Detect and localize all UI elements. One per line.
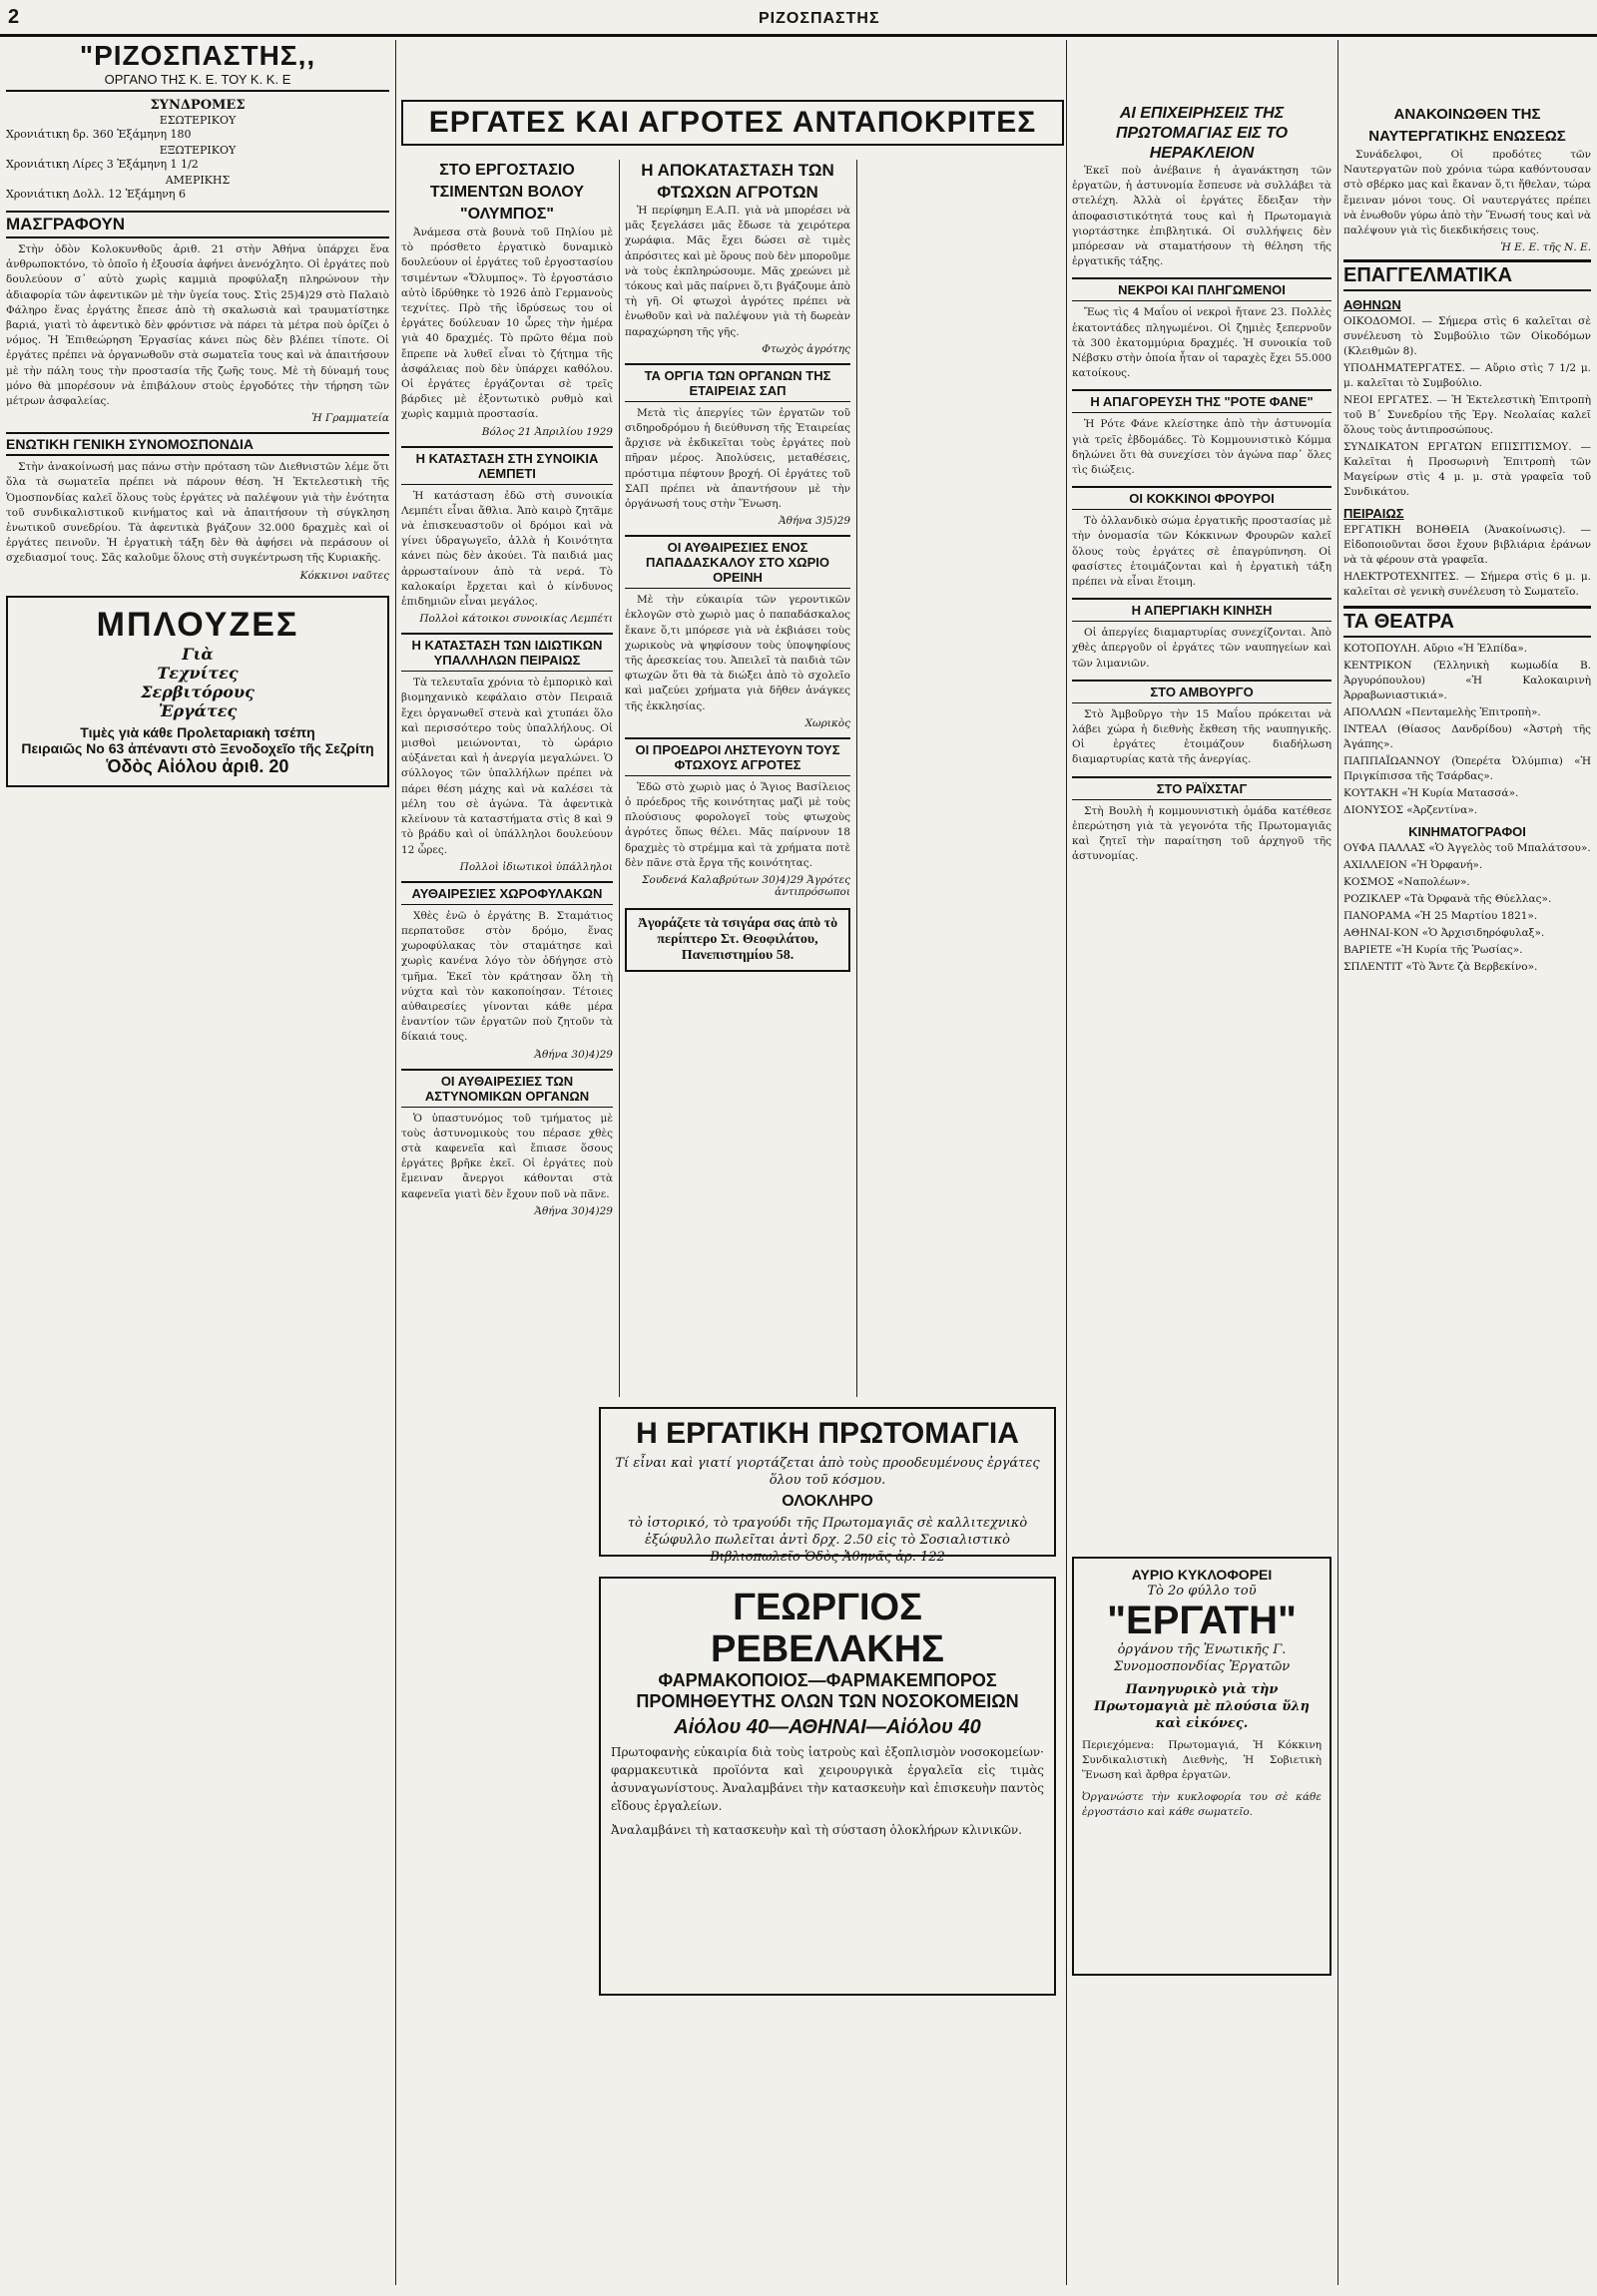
notice-entry: ΣΥΝΔΙΚΑΤΟΝ ΕΡΓΑΤΩΝ ΕΠΙΣΙΤΙΣΜΟΥ. — Καλεῖται ἡ Προσωρινὴ Ἐπιτροπὴ τῶν Μαγείρων στὶς 4 μ. μ. στὰ γραφεῖα τοῦ Συνδικάτου. (1343, 441, 1591, 499)
america-rate: Χρονιάτικη Δολλ. 12 Ἑξάμηνη 6 (6, 188, 186, 201)
signature: Ἀθήνα 3)5)29 (779, 515, 850, 528)
ad-ergatis-line: ὀργάνου τῆς Ἑνωτικῆς Γ. Συνομοσπονδίας Ἐργατῶν (1113, 1642, 1291, 1674)
headline-apergia: Η ΑΠΕΡΓΙΑΚΗ ΚΙΝΗΣΗ (1072, 598, 1331, 622)
column-rule (1337, 40, 1338, 2285)
headline-nekroi: ΝΕΚΡΟΙ ΚΑΙ ΠΛΗΓΩΜΕΝΟΙ (1072, 277, 1331, 301)
subsection-athinon: ΑΘΗΝΩΝ (1343, 297, 1401, 313)
ad-blouses-address: Ὁδὸς Αἰόλου ἀριθ. 20 (106, 755, 289, 776)
ad-revelakis-line: ΠΡΟΜΗΘΕΥΤΗΣ ΟΛΩΝ ΤΩΝ ΝΟΣΟΚΟΜΕΙΩΝ (636, 1691, 1019, 1711)
ad-blouses-line: Πειραιῶς Νο 63 ἀπέναντι στὸ Ξενοδοχεῖο τῆς Σεζρίτη (21, 739, 374, 756)
ad-ergatis-line: Τὸ 2ο φύλλο τοῦ (1147, 1584, 1257, 1599)
subscriptions-title: ΣΥΝΔΡΟΜΕΣ (150, 98, 246, 113)
masthead-title: "ΡΙΖΟΣΠΑΣΤΗΣ,, (79, 40, 316, 71)
headline-masgrafoun: ΜΑΣΓΡΑΦΟΥΝ (6, 211, 389, 238)
headline-kokkinoi: ΟΙ ΚΟΚΚΙΝΟΙ ΦΡΟΥΡΟΙ (1072, 486, 1331, 510)
headline-nautergatiki: ΑΝΑΚΟΙΝΩΘΕΝ ΤΗΣ ΝΑΥΤΕΡΓΑΤΙΚΗΣ ΕΝΩΣΕΩΣ (1368, 106, 1566, 145)
cinema-entry: ΑΘΗΝΑΙ-ΚΟΝ «Ὁ Ἀρχισιδηρόφυλαξ». (1343, 927, 1545, 940)
headline-proedroi: ΟΙ ΠΡΟΕΔΡΟΙ ΛΗΣΤΕΥΟΥΝ ΤΟΥΣ ΦΤΩΧΟΥΣ ΑΓΡΟΤΕΣ (625, 737, 850, 776)
subsection-peiraios: ΠΕΙΡΑΙΩΣ (1343, 506, 1404, 522)
theatre-entry: ΚΟΥΤΑΚΗ «Ἡ Κυρία Ματασσά». (1343, 787, 1519, 800)
exterior-rate: Χρονιάτικη Λίρες 3 Ἑξάμηνη 1 1/2 (6, 158, 199, 171)
signature: Κόκκινοι ναῦτες (299, 569, 389, 582)
article-kokkinoi: Τὸ ὀλλανδικὸ σώμα ἐργατικῆς προστασίας μὲ τὴν ὀνομασία τῶν Κόκκινων Φρουρῶν καλεῖ ὅλους τοὺς ἐργάτες σὲ ἐπαγρύπνηση. Οἱ φασίστες ἑτοιμάζονται καὶ ἡ ἐργατικὴ τάξη πρέπει νὰ εἶναι ἕτοιμη. (1072, 515, 1331, 589)
cinema-entry: ΚΟΣΜΟΣ «Ναπολέων». (1343, 876, 1470, 889)
article-astynomia: Ὁ ὑπαστυνόμος τοῦ τμήματος μὲ τοὺς ἀστυνομικοὺς του πέρασε χθὲς στὰ καφενεῖα καὶ ἔπιασε ὅσους ἐργάτες βρῆκε ἐκεῖ. Οἱ ἐργάτες ποὺ ἔμειναν ἄνεργοι κάθονται στὰ καφενεῖα γιατὶ δὲν ἔχουν ποῦ νὰ πᾶνε. (401, 1112, 613, 1200)
signature: Ἡ Γραμματεία (311, 412, 389, 425)
article-olympos: Ἀνάμεσα στὰ βουνὰ τοῦ Πηλίου μὲ τὸ πρόσθετο ἐργατικὸ δυναμικὸ δουλεύουν οἱ ἐργάτες τοῦ ἐργοστασίου τσιμέντων «Ὄλυμπος». Τὸ ἐργοστάσιο αὐτὸ ἱδρύθηκε τὸ 1926 ἀπὸ Γερμανοὺς τεχνίτες. Πρὸ τῆς ἱδρύσεως του οἱ ἐργάτες δούλευαν 10 ὧρες τὴν ἡμέρα γιὰ 40 δραχμές. Τὸ πρῶτο θέμα ποὺ ἔπρεπε νὰ λυθεῖ εἶναι τὸ ζήτημα τῆς ἀσφάλειας ποὺ δὲν ὑπάρχει καθόλου. Οἱ ἐργάτες ἐργάζονται σὲ τρεῖς βάρδιες μὲ ἐξοντωτικὸ ρυθμὸ καὶ χωρὶς καμμιὰ προστασία. (401, 227, 613, 421)
article-nekroi: Ἔως τὶς 4 Μαΐου οἱ νεκροὶ ἤτανε 23. Πολλὲς ἑκατοντάδες πληγωμένοι. Οἱ ζημιὲς ξεπερνοῦν τὰ 300 ἑκατομμύρια δραχμές. Ἡ συνοικία τοῦ Νέβσκυ στὴν ὁποία ἦταν οἱ ταραχὲς ἔχει 55.000 κατοίκους. (1072, 306, 1331, 380)
ad-revelakis-line: ΦΑΡΜΑΚΟΠΟΙΟΣ—ΦΑΡΜΑΚΕΜΠΟΡΟΣ (658, 1670, 997, 1690)
notice-entry: ΟΙΚΟΔΟΜΟΙ. — Σήμερα στὶς 6 καλεῖται σὲ συνέλευση τὸ Συμβούλιο τῶν Οἰκοδόμων (Κλειθμῶν 8). (1343, 315, 1591, 358)
headline-lempeti: Η ΚΑΤΑΣΤΑΣΗ ΣΤΗ ΣΥΝΟΙΚΙΑ ΛΕΜΠΕΤΙ (401, 446, 613, 485)
headline-herakleion: ΑΙ ΕΠΙΧΕΙΡΗΣΕΙΣ ΤΗΣ ΠΡΩΤΟΜΑΓΙΑΣ ΕΙΣ ΤΟ ΗΕΡΑΚΛΕΙΟΝ (1115, 105, 1289, 162)
ad-ergatis-title: "ΕΡΓΑΤΗ" (1107, 1599, 1297, 1642)
headline-amvourgo: ΣΤΟ ΑΜΒΟΥΡΓΟ (1072, 680, 1331, 703)
column-1 (6, 40, 389, 2285)
ad-protomagia-line: Τί εἶναι καὶ γιατί γιορτάζεται ἀπὸ τοὺς προοδευμένους ἐργάτες ὅλου τοῦ κόσμου. (615, 1456, 1040, 1488)
ad-ergatis-body: Ὀργανώστε τὴν κυκλοφορία του σὲ κάθε ἐργοστάσιο καὶ κάθε σωματεῖο. (1082, 1790, 1322, 1818)
subsection-cinemas: ΚΙΝΗΜΑΤΟΓΡΑΦΟΙ (1408, 824, 1526, 840)
column-3 (625, 160, 850, 1397)
article-reichstag: Στὴ Βουλὴ ἡ κομμουνιστικὴ ὁμάδα κατέθεσε ἐπερώτηση γιὰ τὰ γεγονότα τῆς Πρωτομαγιᾶς καὶ ζητεῖ τὴν παραίτηση τοῦ ἀρχηγοῦ τῆς ἀστυνομίας. (1072, 804, 1331, 863)
signature: Πολλοὶ ἰδιωτικοὶ ὑπάλληλοι (459, 860, 613, 873)
ad-ergatis-body: Περιεχόμενα: Πρωτομαγιά, Ἡ Κόκκινη Συνδικαλιστικὴ Διεθνὴς, Ἡ Σοβιετικὴ Ἕνωση καὶ ἄρθρα ἐργατῶν. (1082, 1739, 1322, 1782)
column-rule (619, 160, 620, 1397)
theatre-entry: ΚΕΝΤΡΙΚΟΝ (Ἑλληνικὴ κωμωδία Β. Ἀργυρόπουλου) «Ἡ Καλοκαιρινὴ Ἀρραβωνιαστικιά». (1343, 660, 1591, 702)
ad-revelakis-title: ΓΕΩΡΓΙΟΣ ΡΕΒΕΛΑΚΗΣ (711, 1587, 944, 1670)
ad-revelakis-body: Πρωτοφανὴς εὐκαιρία διὰ τοὺς ἰατροὺς καὶ ἐξοπλισμὸν νοσοκομείων· φαρμακευτικὰ προϊόντα καὶ χειρουργικὰ ἐργαλεῖα εἰς τιμὰς ἀσυναγωνίστους. Ἀναλαμβάνει τὴν κατασκευὴν καὶ ἐπισκευὴν παντὸς εἴδους ἐργαλείων. (611, 1745, 1044, 1813)
article-papadaskalos: Μὲ τὴν εὐκαιρία τῶν γεροντικῶν ἐκλογῶν στὸ χωριὸ μας ὁ παπαδάσκαλος ἔκανε ὅ,τι μπόρεσε γιὰ νὰ ἐκβιάσει τοὺς χωρικοὺς νὰ ψηφίσουν τοὺς ὑποψηφίους τῆς ἀρεσκείας του. Ἀπειλεῖ τὰ παιδιὰ τῶν φτωχῶν ὅτι θὰ τὰ διώξει ἀπὸ τὸ σχολεῖο καὶ μαζεύει χρήματα γιὰ δῆθεν ἀνάγκες τῆς ἐκκλησίας. (625, 594, 850, 712)
signature: Πολλοὶ κάτοικοι συνοικίας Λεμπέτι (419, 613, 613, 626)
article-nautergatiki: Συνάδελφοι, Οἱ προδότες τῶν Ναυτεργατῶν ποὺ χρόνια τώρα καθόντουσαν στὸ σβέρκο μας καὶ ἔκαναν ὅ,τι ἤθελαν, τώρα ἔμειναν μόνοι τους. Οἱ ναυτεργάτες πρέπει νὰ ἐνωθοῦν γύρω ἀπὸ τὴν Ἕνωσή τους καὶ νὰ παλέψουν γιὰ τὶς διεκδικήσεις τους. (1343, 149, 1591, 237)
interior-label: ΕΣΩΤΕΡΙΚΟΥ (159, 114, 237, 127)
ad-ergatis-line: ΑΥΡΙΟ ΚΥΚΛΟΦΟΡΕΙ (1131, 1567, 1273, 1583)
interior-rate: Χρονιάτικη δρ. 360 Ἑξάμηνη 180 (6, 128, 192, 141)
signature: Ἀθήνα 30)4)29 (534, 1048, 613, 1061)
theatre-entry: ΔΙΟΝΥΣΟΣ «Ἀρζεντίνα». (1343, 804, 1478, 817)
running-head (0, 6, 1597, 37)
section-epaggelmatika: ΕΠΑΓΓΕΛΜΑΤΙΚΑ (1343, 259, 1591, 291)
column-2 (401, 160, 613, 1397)
ad-protomagia-line: ΟΛΟΚΛΗΡΟ (782, 1493, 873, 1510)
article-herakleion: Ἐκεῖ ποὺ ἀνέβαινε ἡ ἀγανάκτηση τῶν ἐργατῶν, ἡ ἀστυνομία ἔσπευσε νὰ συλλάβει τὰ στελέχη. Ἀλλὰ οἱ ἐργάτες ἔδειξαν τὴν ἀποφασιστικότητά τους καὶ ἡ Πρωτομαγιὰ γιορτάστηκε ἐπιβλητικά. Οἱ συλλήψεις δὲν μπόρεσαν νὰ σταματήσουν τὴ θέληση τῆς ἐργατικῆς τάξης. (1072, 165, 1331, 268)
signature: Ἡ Ε. Ε. τῆς Ν. Ε. (1500, 241, 1591, 254)
ad-revelakis (599, 1577, 1056, 1996)
article-chorofylakes: Χθὲς ἐνῶ ὁ ἐργάτης Β. Σταμάτιος περπατοῦσε στὸν δρόμο, ἕνας χωροφύλακας τὸν σταμάτησε καὶ χωρὶς κανένα λόγο τὸν ὁδήγησε στὸ τμῆμα. Ἐκεῖ τὸν κράτησαν ὅλη τὴ νύχτα καὶ τὸν κακοποίησαν. Τέτοιες αὐθαιρεσίες γίνονται κάθε μέρα ἐναντίον τῶν ἐργατῶν ποὺ ζητοῦν τὰ δίκαιά τους. (401, 909, 613, 1044)
ad-protomagia (599, 1407, 1056, 1565)
cinema-entry: ΟΥΦΑ ΠΑΛΛΑΣ «Ὁ Ἀγγελὸς τοῦ Μπαλάτσου». (1343, 842, 1591, 855)
ad-cigarettes: Ἀγοράζετε τὰ τσιγάρα σας ἀπὸ τὸ περίπτερο Στ. Θεοφιλάτου, Πανεπιστημίου 58. (625, 908, 850, 972)
ad-blouses-line: Γιὰ (182, 644, 214, 664)
signature: Σουδενά Καλαβρύτων 30)4)29 Ἀγρότες ἀντιπρόσωποι (642, 874, 850, 899)
article-lempeti: Ἡ κατάσταση ἐδῶ στὴ συνοικία Λεμπέτι εἶναι ἄθλια. Ἀπὸ καιρὸ ζητᾶμε νὰ ἐπισκευαστοῦν οἱ δρόμοι καὶ νὰ γίνει ὑδραγωγεῖο, ἀλλὰ ἡ Κοινότητα κάνει πὼς δὲν ἀκούει. Τὰ παιδιά μας ἀρρωσταίνουν ἀπὸ τὰ νερά. Τὸ καλοκαίρι ἔρχεται καὶ ὁ κίνδυνος ἐπιδημιῶν εἶναι μεγάλος. (401, 489, 613, 609)
headline-olympos: ΣΤΟ ΕΡΓΟΣΤΑΣΙΟ ΤΣΙΜΕΝΤΩΝ ΒΟΛΟΥ "ΟΛΥΜΠΟΣ" (429, 162, 585, 223)
headline-chorofylakes: ΑΥΘΑΙΡΕΣΙΕΣ ΧΩΡΟΦΥΛΑΚΩΝ (401, 881, 613, 905)
column-rule (1066, 40, 1067, 2285)
ad-ergatis (1072, 1557, 1331, 1976)
signature: Χωρικὸς (804, 716, 850, 729)
article-apergia: Οἱ ἀπεργίες διαμαρτυρίας συνεχίζονται. Ἀπὸ χθὲς ἀπεργοῦν οἱ ἐργάτες τῶν ναυπηγείων καὶ τῶν λιμανιῶν. (1072, 627, 1331, 670)
headline-sap: ΤΑ ΟΡΓΙΑ ΤΩΝ ΟΡΓΑΝΩΝ ΤΗΣ ΕΤΑΙΡΕΙΑΣ ΣΑΠ (625, 363, 850, 402)
cinema-entry: ΣΠΛΕΝΤΙΤ «Τὸ Ἄντε ζὰ Βερβεκίνο». (1343, 961, 1538, 974)
ad-blouses-line: Σερβιτόρους (141, 682, 255, 701)
article-rote-fane: Ἡ Ρότε Φάνε κλείστηκε ἀπὸ τὴν ἀστυνομία γιὰ τρεῖς ἑβδομάδες. Τὸ Κομμουνιστικὸ Κόμμα δηλώνει ὅτι θὰ συνεχίσει τὸν ἀγώνα παρ᾿ ὅλες τὶς διώξεις. (1072, 418, 1331, 477)
column-rule (856, 160, 857, 1397)
cinema-entry: ΡΟΖΙΚΛΕΡ «Τὰ Ὀρφανὰ τῆς Θύελλας». (1343, 893, 1552, 906)
theatre-entry: ΚΟΤΟΠΟΥΛΗ. Αὔριο «Ἡ Ἐλπίδα». (1343, 643, 1528, 656)
masthead-subtitle: ΟΡΓΑΝΟ ΤΗΣ Κ. Ε. ΤΟΥ Κ. Κ. Ε (6, 72, 389, 92)
theatre-entry: ΙΝΤΕΑΛ (Θίασος Δανδρίδου) «Ἀστρὴ τῆς Ἀγάπης». (1343, 723, 1591, 751)
theatre-entry: ΑΠΟΛΛΩΝ «Πενταμελὴς Ἐπιτροπὴ». (1343, 706, 1541, 719)
column-rule (395, 40, 396, 2285)
exterior-label: ΕΞΩΤΕΡΙΚΟΥ (159, 144, 237, 157)
cinema-entry: ΠΑΝΟΡΑΜΑ «Ἡ 25 Μαρτίου 1821». (1343, 910, 1538, 923)
america-label: ΑΜΕΡΙΚΗΣ (165, 174, 231, 187)
cinema-entry: ΑΧΙΛΛΕΙΟΝ «Ἡ Ὀρφανή». (1343, 859, 1483, 872)
article-masgrafoun: Στὴν ὁδὸν Κολοκυνθοῦς ἀριθ. 21 στὴν Ἀθήνα ὑπάρχει ἕνα ἀνθρωποκτόνο, τὸ ὁποῖο ἡ ἐξουσία ἀφήνει ἀνενόχλητο. Οἱ ἐργάτες ποὺ δουλεύουν σ᾿ αὐτὸ χωρὶς καμμιὰ προφύλαξη πληρώνουν τὴν ἀδιαφορία τῶν ἀφεντικῶν μὲ τὴν ὑγεία τους. Στὶς 25)4)29 στὸ Παλαιὸ Φάληρο ἕνας ἐργάτης ἔπεσε ἀπὸ τὴ σκαλωσιὰ καὶ τραυματίστηκε βαριά, γιατὶ τὸ ἀφεντικὸ δὲν φρόντισε νὰ πάρει τὰ μέτρα ποὺ ὁρίζει ὁ νόμος. Ἡ Ἐπιθεώρηση Ἐργασίας κάνει πὼς δὲν βλέπει τίποτε. Οἱ ἐργάτες πρέπει νὰ ὀργανωθοῦν στὰ σωματεῖα τους καὶ νὰ ἀπαιτήσουν μὲ τὴν πάλη τους τὴν προστασία τῆς ζωῆς τους. Μὲ τὴ δύναμή τους μόνο θὰ μπορέσουν νὰ ἐπιβάλουν στοὺς ἐργοδότες τὴν τήρηση τῶν μέτρων ἀσφαλείας. (6, 243, 389, 408)
ad-protomagia-line: τὸ ἱστορικό, τὸ τραγούδι τῆς Πρωτομαγιᾶς σὲ καλλιτεχνικὸ ἐξώφυλλο πωλεῖται ἀντὶ δρχ. 2.50 εἰς τὸ Σοσιαλιστικὸ Βιβλιοπωλεῖο Ὁδὸς Ἀθηνᾶς ἀρ. 122 (627, 1516, 1028, 1565)
signature: Φτωχὸς ἀγρότης (762, 342, 850, 355)
headline-astynomia: ΟΙ ΑΥΘΑΙΡΕΣΙΕΣ ΤΩΝ ΑΣΤΥΝΟΜΙΚΩΝ ΟΡΓΑΝΩΝ (401, 1069, 613, 1108)
headline-rote-fane: Η ΑΠΑΓΟΡΕΥΣΗ ΤΗΣ "ΡΟΤΕ ΦΑΝΕ" (1072, 389, 1331, 413)
ad-protomagia-title: Η ΕΡΓΑΤΙΚΗ ΠΡΩΤΟΜΑΓΙΑ (636, 1417, 1019, 1450)
ad-blouses-title: ΜΠΛΟΥΖΕΣ (96, 605, 299, 644)
ad-blouses-line: Τεχνίτες (157, 663, 239, 683)
cinema-entry: ΒΑΡΙΕΤΕ «Ἡ Κυρία τῆς Ῥωσίας». (1343, 944, 1523, 957)
ad-ergatis-line: Πανηγυρικὸ γιὰ τὴν Πρωτομαγιὰ μὲ πλούσια ὕλη καὶ εἰκόνες. (1094, 1682, 1310, 1731)
section-theatra: ΤΑ ΘΕΑΤΡΑ (1343, 606, 1591, 638)
headline-agrotes: Η ΑΠΟΚΑΤΑΣΤΑΣΗ ΤΩΝ ΦΤΩΧΩΝ ΑΓΡΟΤΩΝ (641, 161, 834, 202)
banner-title: ΕΡΓΑΤΕΣ ΚΑΙ ΑΓΡΟΤΕΣ ΑΝΤΑΠΟΚΡΙΤΕΣ (428, 106, 1037, 139)
notice-entry: ΥΠΟΔΗΜΑΤΕΡΓΑΤΕΣ. — Αὔριο στὶς 7 1/2 μ. μ. καλεῖται τὸ Συμβούλιο. (1343, 362, 1591, 390)
notice-entry: ΗΛΕΚΤΡΟΤΕΧΝΙΤΕΣ. — Σήμερα στὶς 6 μ. μ. καλεῖται σὲ γενικὴ συνέλευση τὸ Σωματεῖο. (1343, 571, 1591, 599)
notice-entry: ΕΡΓΑΤΙΚΗ ΒΟΗΘΕΙΑ (Ἀνακοίνωσις). — Εἰδοποιοῦνται ὅσοι ἔχουν βιβλιάρια ἐράνων νὰ τὰ φέρουν στὰ γραφεῖα. (1343, 524, 1591, 567)
article-ypalliloi: Τὰ τελευταῖα χρόνια τὸ ἐμπορικὸ καὶ βιομηχανικὸ κεφάλαιο στὸν Πειραιᾶ ἔχει ὀργανωθεῖ στενὰ καὶ χτυπάει ὅλο καὶ περισσότερο τοὺς ὑπαλλήλους. Οἱ μισθοὶ μειώνονται, τὸ ὡράριο αὐξάνεται καὶ ἡ ἀνεργία μεγαλώνει. Ὁ σύλλογος τῶν ὑπαλλήλων πρέπει νὰ πάρει θέση μάχης καὶ νὰ καλέσει τὰ μέλη του σὲ ἀγώνα. Τὰ ἀφεντικὰ κλείνουν τὰ καταστήματα στὶς 8 καὶ 9 τὸ βράδυ καὶ οἱ ὑπάλληλοι δουλεύουν 12 ὧρες. (401, 677, 613, 856)
notice-entry: ΝΕΟΙ ΕΡΓΑΤΕΣ. — Ἡ Ἐκτελεστικὴ Ἐπιτροπὴ τοῦ Β΄ Συνεδρίου τῆς Ἐργ. Νεολαίας καλεῖ ὅλους τοὺς ἀντιπροσώπους. (1343, 394, 1591, 437)
column-4 (1072, 104, 1331, 1541)
headline-reichstag: ΣΤΟ ΡΑΪΧΣΤΑΓ (1072, 776, 1331, 800)
article-amvourgo: Στὸ Ἀμβοῦργο τὴν 15 Μαΐου πρόκειται νὰ λάβει χώρα ἡ διεθνὴς ἔκθεση τῆς ναυπηγικῆς. Οἱ ἐργάτες ἑτοιμάζουν διαδήλωση διαμαρτυρίας κατὰ τῆς ἀνεργίας. (1072, 707, 1331, 766)
article-enotiki: Στὴν ἀνακοίνωσή μας πάνω στὴν πρόταση τῶν Διεθνιστῶν λέμε ὅτι ὅλα τὰ σωματεῖα πρέπει νὰ πάρουν θέση. Ἡ Ἐκτελεστικὴ τῆς Ὁμοσπονδίας καλεῖ ὅλους τοὺς ἐργάτες νὰ παλέψουν γιὰ τὴν ἑνότητα τοῦ συνδικαλιστικοῦ κινήματος καὶ νὰ ἀπαιτήσουν τὴ σύγκληση ἑνωτικοῦ συνεδρίου. Τὰ ἀφεντικὰ βγάζουν 32.000 δραχμὲς καὶ οἱ ἐργάτες πεινοῦν. Ἡ ἐργατικὴ τάξη δὲν θὰ ἀφήσει νὰ περάσουν οἱ σχεδιασμοί τους. Σᾶς καλοῦμε ὅλους στὴ συγκέντρωση τῆς Κυριακῆς. (6, 461, 389, 565)
headline-papadaskalos: ΟΙ ΑΥΘΑΙΡΕΣΙΕΣ ΕΝΟΣ ΠΑΠΑΔΑΣΚΑΛΟΥ ΣΤΟ ΧΩΡΙΟ ΟΡΕΙΝΗ (625, 535, 850, 589)
column-5 (1343, 104, 1591, 2279)
ad-revelakis-body: Ἀναλαμβάνει τὴ κατασκευὴν καὶ τὴ σύσταση ὁλοκλήρων κλινικῶν. (611, 1823, 1023, 1837)
article-proedroi: Ἐδῶ στὸ χωριὸ μας ὁ Ἅγιος Βασίλειος ὁ πρόεδρος τῆς κοινότητας μαζὶ μὲ τοὺς πλούσιους φορολογεῖ τοὺς φτωχοὺς ἀγρότες ὅπως θέλει. Μᾶς παίρνουν 18 δραχμὲς τὸ στρέμμα καὶ τὰ χρήματα ποτὲ δὲν πᾶνε στὰ ἔργα τῆς κοινότητας. (625, 780, 850, 869)
signature: Ἀθήνα 30)4)29 (534, 1204, 613, 1217)
theatre-entry: ΠΑΠΠΑΪΩΑΝΝΟΥ (Ὀπερέτα Ὀλύμπια) «Ἡ Πριγκίπισσα τῆς Τσάρδας». (1343, 755, 1591, 783)
signature: Βόλος 21 Ἀπριλίου 1929 (481, 425, 613, 438)
headline-enotiki: ΕΝΩΤΙΚΗ ΓΕΝΙΚΗ ΣΥΝΟΜΟΣΠΟΝΔΙΑ (6, 432, 389, 456)
newspaper-name: ΡΙΖΟΣΠΑΣΤΗΣ (759, 10, 880, 27)
article-sap: Μετὰ τὶς ἀπεργίες τῶν ἐργατῶν τοῦ σιδηροδρόμου ἡ διεύθυνση τῆς Ἑταιρείας ἄρχισε νὰ ἐκδικεῖται τοὺς ἐργάτες ποὺ πῆραν μέρος. Ἀπολύσεις, μεταθέσεις, πρόστιμα πέφτουν βροχή. Οἱ ἐργάτες τοῦ ΣΑΠ πρέπει νὰ ἀπαντήσουν μὲ τὴν ὀργάνωσή τους στὴν Ἕνωση. (625, 406, 850, 511)
ad-blouses-line: Τιμὲς γιὰ κάθε Προλεταριακὴ τσέπη (80, 723, 315, 740)
ad-revelakis-address: Αἰόλου 40—ΑΘΗΝΑΙ—Αἰόλου 40 (674, 1716, 981, 1738)
correspondents-banner (401, 100, 1064, 146)
article-agrotes: Ἡ περίφημη Ε.Α.Π. γιὰ νὰ μπορέσει νὰ μᾶς ξεγελάσει μᾶς ἔδωσε τὰ χειρότερα χωράφια. Μᾶς ἔχει δώσει σὲ τιμὲς ἀπρόσιτες καὶ μὲ ὅρους ποὺ δὲν μποροῦμε νὰ τοὺς ἐκπληρώσουμε. Μᾶς χρεώνει μὲ τόκους καὶ μᾶς παίρνει ὅ,τι βγάζουμε ἀπὸ τὴ γῆ. Οἱ φτωχοὶ ἀγρότες πρέπει νὰ ἑνωθοῦν καὶ νὰ παλέψουν γιὰ τὴ δωρεὰν παραχώρηση τῆς γῆς. (625, 205, 850, 338)
ad-blouses (6, 596, 389, 787)
headline-ypalliloi: Η ΚΑΤΑΣΤΑΣΗ ΤΩΝ ΙΔΙΩΤΙΚΩΝ ΥΠΑΛΛΗΛΩΝ ΠΕΙΡΑΙΩΣ (401, 633, 613, 672)
page-number: 2 (8, 6, 20, 28)
ad-blouses-line: Ἐργάτες (158, 700, 238, 720)
